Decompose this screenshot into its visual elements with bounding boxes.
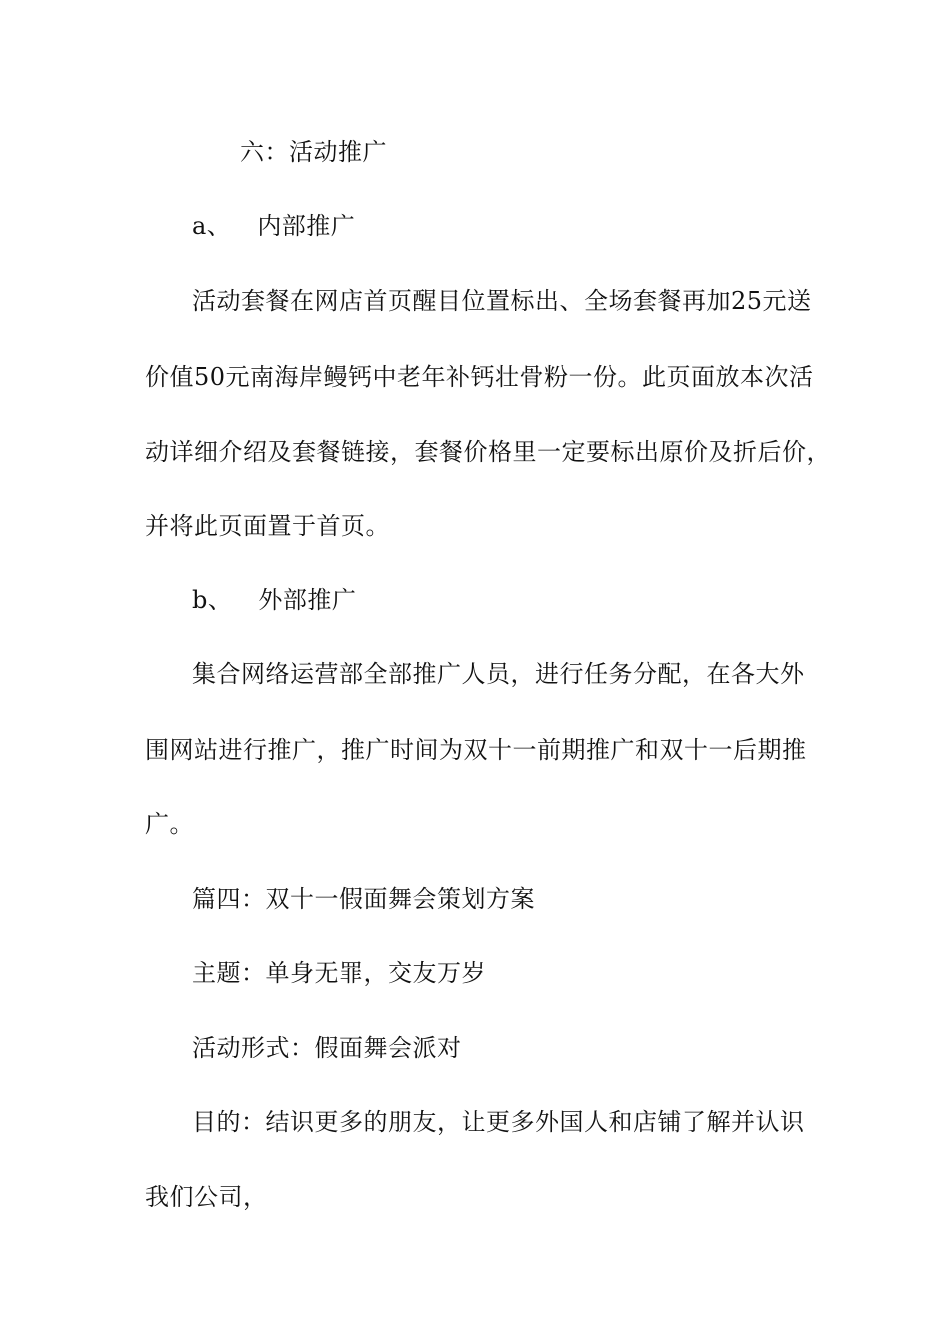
- internal-paragraph-line-3: 动详细介绍及套餐链接，套餐价格里一定要标出原价及折后价，: [145, 438, 831, 466]
- external-promotion-heading: [192, 585, 822, 615]
- internal-paragraph-line-4: 并将此页面置于首页。: [145, 512, 390, 540]
- internal-promotion-marker: a、: [192, 212, 232, 240]
- activity-form-line: 活动形式：假面舞会派对: [192, 1034, 462, 1062]
- chapter-title: 篇四：双十一假面舞会策划方案: [192, 885, 535, 913]
- external-paragraph-line-1: 集合网络运营部全部推广人员，进行任务分配，在各大外: [192, 660, 805, 688]
- internal-promotion-title: 内部推广: [257, 212, 356, 240]
- section-title: 六：活动推广: [240, 138, 387, 166]
- external-promotion-title: 外部推广: [258, 586, 357, 614]
- theme-line: 主题：单身无罪，交友万岁: [192, 959, 486, 987]
- internal-promotion-heading: [192, 211, 822, 241]
- purpose-line-2: 我们公司，: [145, 1183, 268, 1211]
- purpose-line-1: 目的：结识更多的朋友，让更多外国人和店铺了解并认识: [192, 1108, 805, 1136]
- external-paragraph-line-3: 广。: [145, 810, 194, 838]
- internal-paragraph-line-2: 价值50元南海岸鳗钙中老年补钙壮骨粉一份。此页面放本次活: [145, 363, 814, 391]
- external-promotion-marker: b、: [192, 586, 233, 614]
- internal-paragraph-line-1: 活动套餐在网店首页醒目位置标出、全场套餐再加25元送: [192, 287, 812, 315]
- external-paragraph-line-2: 围网站进行推广，推广时间为双十一前期推广和双十一后期推: [145, 736, 807, 764]
